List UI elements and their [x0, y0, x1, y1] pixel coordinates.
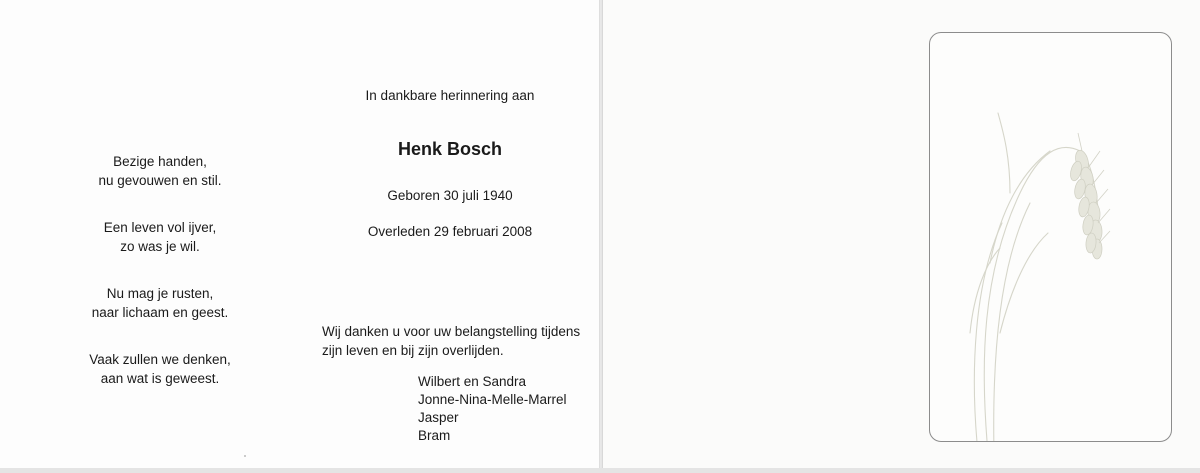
thanks-line: Wij danken u voor uw belangstelling tijdens: [322, 324, 581, 339]
card-bottom-edge: [0, 468, 1200, 473]
card-fold: [599, 0, 603, 473]
family-member: Wilbert en Sandra: [418, 374, 527, 389]
family-member: Jasper: [418, 410, 459, 425]
poem-line: Vaak zullen we denken,: [89, 352, 231, 367]
memorial-text: [330, 86, 570, 242]
birth-date: Geboren 30 juli 1940: [387, 188, 513, 203]
poem-line: Nu mag je rusten,: [106, 286, 214, 301]
poem-stanza: [60, 218, 260, 256]
deceased-name: Henk Bosch: [397, 139, 503, 159]
poem-line: aan wat is geweest.: [100, 371, 220, 386]
thanks-line: zijn leven en bij zijn overlijden.: [322, 343, 504, 358]
poem-line: Bezige handen,: [113, 154, 207, 169]
poem-line: Een leven vol ijver,: [103, 220, 217, 235]
illustration-frame: [929, 32, 1172, 442]
family-member: Bram: [418, 428, 451, 443]
family-member: Jonne-Nina-Melle-Marrel: [418, 392, 567, 407]
thanks-message: [322, 322, 597, 360]
poem-stanza: [60, 152, 260, 190]
poem-line: nu gevouwen en stil.: [98, 173, 222, 188]
poem: [60, 152, 260, 416]
poem-line: zo was je wil.: [120, 239, 200, 254]
paper-speck: [244, 455, 246, 457]
poem-line: naar lichaam en geest.: [91, 305, 229, 320]
poem-stanza: [60, 350, 260, 388]
family-names: [418, 373, 598, 445]
poem-stanza: [60, 284, 260, 322]
death-date: Overleden 29 februari 2008: [367, 224, 533, 239]
memorial-intro: In dankbare herinnering aan: [365, 88, 535, 103]
wheat-ear-icon: [930, 33, 1171, 441]
